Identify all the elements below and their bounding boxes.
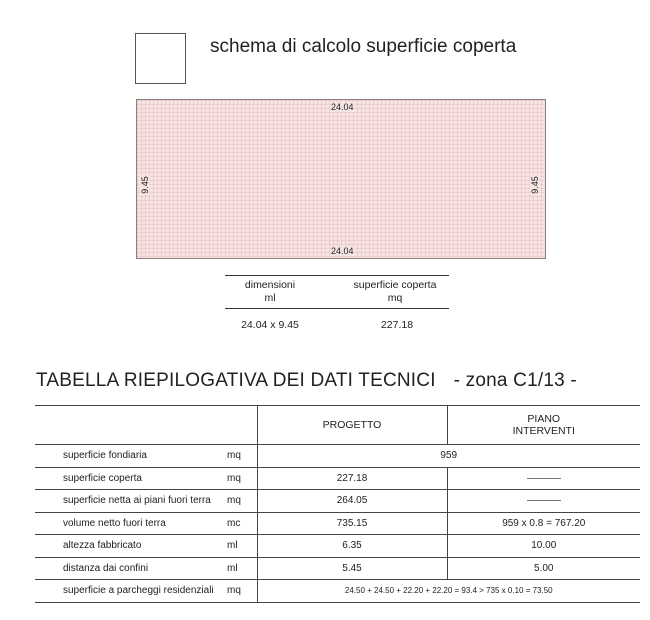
summary-header-dimensioni-unit: ml (264, 292, 276, 304)
row-progetto-value: 227.18 (257, 467, 447, 490)
row-label: volume netto fuori terra (35, 512, 225, 535)
table-row (35, 557, 640, 580)
not-applicable-dash (527, 478, 561, 479)
plan-dimension-top: 24.04 (331, 102, 354, 112)
row-merged-value: 24.50 + 24.50 + 22.20 + 22.20 = 93.4 > 735 x 0.10 = 73.50 (257, 580, 640, 603)
legend-swatch (135, 33, 186, 84)
row-progetto-value: 6.35 (257, 535, 447, 558)
header-empty-label (35, 406, 225, 445)
row-label: superficie coperta (35, 467, 225, 490)
row-piano-value (447, 467, 640, 490)
table-zona: - zona C1/13 - (453, 370, 577, 391)
summary-header-dimensioni (240, 279, 300, 305)
row-piano-value (447, 490, 640, 513)
summary-value-dimensioni: 24.04 x 9.45 (241, 319, 299, 331)
summary-bottom-rule (225, 308, 449, 309)
table-row (35, 580, 640, 603)
plan-dimension-left: 9.45 (139, 176, 150, 194)
summary-header-dimensioni-label: dimensioni (244, 279, 296, 291)
row-unit: ml (225, 535, 257, 558)
technical-data-table (35, 405, 640, 603)
row-unit: mq (225, 467, 257, 490)
floor-plan-area (136, 99, 546, 259)
row-label: distanza dai confini (35, 557, 225, 580)
row-unit: ml (225, 557, 257, 580)
table-title-text: TABELLA RIEPILOGATIVA DEI DATI TECNICI (36, 370, 436, 391)
table-header-row (35, 406, 640, 445)
row-label: superficie fondiaria (35, 445, 225, 468)
table-title (36, 370, 577, 392)
row-label: altezza fabbricato (35, 535, 225, 558)
summary-header-superficie-label: superficie coperta (353, 279, 437, 291)
header-progetto: PROGETTO (257, 406, 447, 445)
row-progetto-value: 264.05 (257, 490, 447, 513)
table-row (35, 512, 640, 535)
table-row (35, 535, 640, 558)
row-label: superficie netta ai piani fuori terra (35, 490, 225, 513)
row-progetto-value: 735.15 (257, 512, 447, 535)
table-row (35, 445, 640, 468)
row-unit: mc (225, 512, 257, 535)
row-piano-value: 5.00 (447, 557, 640, 580)
row-merged-value: 959 (257, 445, 640, 468)
summary-header-superficie-unit: mq (387, 292, 403, 304)
not-applicable-dash (527, 500, 561, 501)
summary-top-rule (225, 275, 449, 276)
row-label: superficie a parcheggi residenziali (35, 580, 225, 603)
row-unit: mq (225, 580, 257, 603)
legend-title: schema di calcolo superficie coperta (210, 36, 517, 57)
row-piano-value: 10.00 (447, 535, 640, 558)
plan-dimension-bottom: 24.04 (331, 246, 354, 256)
row-unit: mq (225, 445, 257, 468)
row-progetto-value: 5.45 (257, 557, 447, 580)
header-piano-interventi (447, 406, 640, 445)
summary-header-superficie (350, 279, 440, 305)
table-row (35, 490, 640, 513)
summary-value-superficie: 227.18 (380, 319, 414, 331)
plan-dimension-right: 9.45 (529, 176, 540, 194)
table-row (35, 467, 640, 490)
row-unit: mq (225, 490, 257, 513)
header-piano-line2: INTERVENTI (512, 425, 575, 437)
header-empty-unit (225, 406, 257, 445)
header-piano-line1: PIANO (527, 413, 561, 425)
row-piano-value: 959 x 0.8 = 767.20 (447, 512, 640, 535)
